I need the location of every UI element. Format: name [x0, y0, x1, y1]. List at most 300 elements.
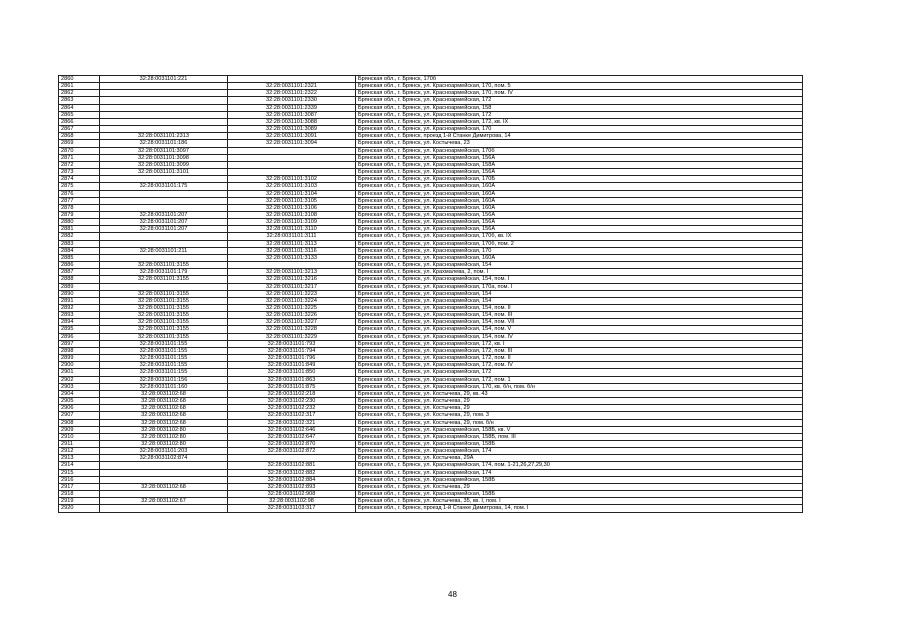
- address-cell: Брянская обл., г. Брянск, ул. Красноармейская, 160А: [356, 183, 803, 190]
- row-number-cell: 2865: [59, 111, 100, 118]
- row-number-cell: 2872: [59, 161, 100, 168]
- object-cadastral-number-cell: 32:28:0031101:3089: [228, 126, 356, 133]
- table-row: [59, 333, 803, 340]
- address-cell: Брянская обл., г. Брянск, ул. Красноармейская, 154: [356, 297, 803, 304]
- address-cell: Брянская обл., г. Брянск, ул. Красноармейская, 170: [356, 126, 803, 133]
- object-cadastral-number-cell: 32:28:0031101:3113: [228, 240, 356, 247]
- row-number-cell: 2870: [59, 147, 100, 154]
- row-number-cell: 2890: [59, 290, 100, 297]
- table-row: [59, 126, 803, 133]
- table-row: [59, 190, 803, 197]
- object-cadastral-number-cell: 32:28:0031102:321: [228, 419, 356, 426]
- object-cadastral-number-cell: 32:28:0031101:3224: [228, 297, 356, 304]
- object-cadastral-number-cell: 32:28:0031102:98: [228, 498, 356, 505]
- parcel-cadastral-number-cell: 32:28:0031101:155: [100, 340, 228, 347]
- object-cadastral-number-cell: [228, 161, 356, 168]
- address-cell: Брянская обл., г. Брянск, ул. Красноармейская, 172: [356, 369, 803, 376]
- table-row: [59, 254, 803, 261]
- table-row: [59, 240, 803, 247]
- table-row: [59, 161, 803, 168]
- row-number-cell: 2916: [59, 476, 100, 483]
- object-cadastral-number-cell: 32:28:0031102:872: [228, 448, 356, 455]
- object-cadastral-number-cell: 32:28:0031101:3116: [228, 247, 356, 254]
- object-cadastral-number-cell: 32:28:0031102:317: [228, 412, 356, 419]
- row-number-cell: 2869: [59, 140, 100, 147]
- table-row: [59, 140, 803, 147]
- object-cadastral-number-cell: 32:28:0031101:796: [228, 355, 356, 362]
- table-row: [59, 147, 803, 154]
- row-number-cell: 2897: [59, 340, 100, 347]
- row-number-cell: 2901: [59, 369, 100, 376]
- row-number-cell: 2906: [59, 405, 100, 412]
- address-cell: Брянская обл., г. Брянск, ул. Красноармейская, 154, пом. VII: [356, 319, 803, 326]
- page-number: 48: [448, 590, 457, 599]
- address-cell: Брянская обл., г. Брянск, ул. Красноармейская, 156А: [356, 154, 803, 161]
- row-number-cell: 2873: [59, 169, 100, 176]
- table-row: [59, 319, 803, 326]
- object-cadastral-number-cell: 32:28:0031101:875: [228, 383, 356, 390]
- address-cell: Брянская обл., г. Брянск, ул. Красноармейская, 154, пом. III: [356, 312, 803, 319]
- parcel-cadastral-number-cell: [100, 83, 228, 90]
- address-cell: Брянская обл., г. Брянск, ул. Красноармейская, 174: [356, 469, 803, 476]
- table-row: [59, 476, 803, 483]
- table-row: [59, 204, 803, 211]
- address-cell: Брянская обл., г. Брянск, ул. Костычева, 29, пом. 3: [356, 412, 803, 419]
- parcel-cadastral-number-cell: 32:28:0031101:160: [100, 383, 228, 390]
- object-cadastral-number-cell: 32:28:0031101:3226: [228, 312, 356, 319]
- table-row: [59, 104, 803, 111]
- table-row: [59, 455, 803, 462]
- parcel-cadastral-number-cell: 32:28:0031101:3155: [100, 262, 228, 269]
- object-cadastral-number-cell: 32:28:0031101:3229: [228, 333, 356, 340]
- object-cadastral-number-cell: 32:28:0031101:3105: [228, 197, 356, 204]
- address-cell: Брянская обл., г. Брянск, ул. Костычева, 29, кв. 43: [356, 390, 803, 397]
- address-cell: Брянская обл., г. Брянск, ул. Красноармейская, 172, пом. III: [356, 347, 803, 354]
- address-cell: Брянская обл., г. Брянск, ул. Красноармейская, 172, пом. II: [356, 355, 803, 362]
- table-row: [59, 118, 803, 125]
- address-cell: Брянская обл., г. Брянск, ул. Красноармейская, 158Б, кв. V: [356, 426, 803, 433]
- parcel-cadastral-number-cell: 32:28:0031101:3155: [100, 333, 228, 340]
- parcel-cadastral-number-cell: 32:28:0031102:68: [100, 405, 228, 412]
- address-cell: Брянская обл., г. Брянск, ул. Красноармейская, 170, пом. 5: [356, 83, 803, 90]
- object-cadastral-number-cell: 32:28:0031101:3103: [228, 183, 356, 190]
- row-number-cell: 2918: [59, 491, 100, 498]
- parcel-cadastral-number-cell: [100, 240, 228, 247]
- parcel-cadastral-number-cell: 32:28:0031101:3101: [100, 169, 228, 176]
- table-row: [59, 440, 803, 447]
- row-number-cell: 2899: [59, 355, 100, 362]
- object-cadastral-number-cell: [228, 262, 356, 269]
- table-row: [59, 133, 803, 140]
- address-cell: Брянская обл., г. Брянск, ул. Костычева, 29: [356, 398, 803, 405]
- row-number-cell: 2908: [59, 419, 100, 426]
- parcel-cadastral-number-cell: 32:28:0031101:203: [100, 448, 228, 455]
- parcel-cadastral-number-cell: 32:28:0031101:175: [100, 183, 228, 190]
- object-cadastral-number-cell: 32:28:0031101:3104: [228, 190, 356, 197]
- table-row: [59, 290, 803, 297]
- address-cell: Брянская обл., г. Брянск, ул. Крахмалева, 2, пом. I: [356, 269, 803, 276]
- table-row: [59, 369, 803, 376]
- object-cadastral-number-cell: 32:28:0031101:3225: [228, 305, 356, 312]
- parcel-cadastral-number-cell: 32:28:0031102:67: [100, 498, 228, 505]
- row-number-cell: 2880: [59, 219, 100, 226]
- address-cell: Брянская обл., г. Брянск, ул. Красноармейская, 160А: [356, 190, 803, 197]
- address-cell: Брянская обл., г. Брянск, ул. Красноармейская, 158: [356, 104, 803, 111]
- row-number-cell: 2884: [59, 247, 100, 254]
- address-cell: Брянская обл., г. Брянск, ул. Красноармейская, 172, пом. IV: [356, 362, 803, 369]
- parcel-cadastral-number-cell: [100, 469, 228, 476]
- row-number-cell: 2879: [59, 211, 100, 218]
- address-cell: Брянская обл., г. Брянск, проезд 1-й Станке Димитрова, 14, пом. I: [356, 505, 803, 512]
- row-number-cell: 2867: [59, 126, 100, 133]
- table-row: [59, 226, 803, 233]
- row-number-cell: 2866: [59, 118, 100, 125]
- table-row: [59, 412, 803, 419]
- object-cadastral-number-cell: [228, 455, 356, 462]
- table-row: [59, 90, 803, 97]
- row-number-cell: 2905: [59, 398, 100, 405]
- address-cell: Брянская обл., г. Брянск, ул. Костычева, 23: [356, 140, 803, 147]
- table-row: [59, 491, 803, 498]
- row-number-cell: 2894: [59, 319, 100, 326]
- table-row: [59, 376, 803, 383]
- parcel-cadastral-number-cell: [100, 283, 228, 290]
- parcel-cadastral-number-cell: 32:28:0031101:3155: [100, 305, 228, 312]
- table-row: [59, 247, 803, 254]
- address-cell: Брянская обл., г. Брянск, проезд 1-й Станке Димитрова, 14: [356, 133, 803, 140]
- parcel-cadastral-number-cell: 32:28:0031101:207: [100, 211, 228, 218]
- address-cell: Брянская обл., г. Брянск, ул. Красноармейская, 170Б: [356, 176, 803, 183]
- object-cadastral-number-cell: 32:28:0031101:3133: [228, 254, 356, 261]
- table-row: [59, 505, 803, 512]
- address-cell: Брянская обл., г. Брянск, ул. Красноармейская, 170б: [356, 147, 803, 154]
- parcel-cadastral-number-cell: 32:28:0031101:3155: [100, 319, 228, 326]
- address-cell: Брянская обл., г. Брянск, ул. Красноармейская, 154: [356, 262, 803, 269]
- address-cell: Брянская обл., г. Брянск, ул. Красноармейская, 172, кв. IX: [356, 118, 803, 125]
- address-cell: Брянская обл., г. Брянск, 170б: [356, 76, 803, 83]
- address-cell: Брянская обл., г. Брянск, ул. Красноармейская, 160А: [356, 197, 803, 204]
- table-row: [59, 83, 803, 90]
- row-number-cell: 2903: [59, 383, 100, 390]
- table-row: [59, 347, 803, 354]
- row-number-cell: 2886: [59, 262, 100, 269]
- row-number-cell: 2909: [59, 426, 100, 433]
- parcel-cadastral-number-cell: [100, 505, 228, 512]
- table-row: [59, 498, 803, 505]
- object-cadastral-number-cell: 32:28:0031102:884: [228, 476, 356, 483]
- object-cadastral-number-cell: 32:28:0031101:3087: [228, 111, 356, 118]
- parcel-cadastral-number-cell: 32:28:0031101:211: [100, 247, 228, 254]
- row-number-cell: 2860: [59, 76, 100, 83]
- parcel-cadastral-number-cell: [100, 190, 228, 197]
- parcel-cadastral-number-cell: 32:28:0031101:155: [100, 347, 228, 354]
- row-number-cell: 2895: [59, 326, 100, 333]
- address-cell: Брянская обл., г. Брянск, ул. Красноармейская, 170, пом. IV: [356, 90, 803, 97]
- parcel-cadastral-number-cell: 32:28:0031101:155: [100, 362, 228, 369]
- row-number-cell: 2876: [59, 190, 100, 197]
- parcel-cadastral-number-cell: [100, 197, 228, 204]
- address-cell: Брянская обл., г. Брянск, ул. Костычева, 29, пом. б/н: [356, 419, 803, 426]
- table-row: [59, 183, 803, 190]
- row-number-cell: 2904: [59, 390, 100, 397]
- row-number-cell: 2907: [59, 412, 100, 419]
- table-row: [59, 448, 803, 455]
- object-cadastral-number-cell: 32:28:0031101:3216: [228, 276, 356, 283]
- row-number-cell: 2893: [59, 312, 100, 319]
- row-number-cell: 2868: [59, 133, 100, 140]
- row-number-cell: 2889: [59, 283, 100, 290]
- parcel-cadastral-number-cell: 32:28:0031101:207: [100, 226, 228, 233]
- table-row: [59, 398, 803, 405]
- parcel-cadastral-number-cell: 32:28:0031102:68: [100, 419, 228, 426]
- object-cadastral-number-cell: 32:28:0031102:230: [228, 398, 356, 405]
- row-number-cell: 2914: [59, 462, 100, 469]
- object-cadastral-number-cell: 32:28:0031101:3223: [228, 290, 356, 297]
- table-row: [59, 312, 803, 319]
- address-cell: Брянская обл., г. Брянск, ул. Красноармейская, 172, пом. 1: [356, 376, 803, 383]
- table-row: [59, 426, 803, 433]
- parcel-cadastral-number-cell: 32:28:0031101:186: [100, 140, 228, 147]
- address-cell: Брянская обл., г. Брянск, ул. Красноармейская, 158Б: [356, 476, 803, 483]
- parcel-cadastral-number-cell: 32:28:0031102:68: [100, 483, 228, 490]
- table-row: [59, 390, 803, 397]
- address-cell: Брянская обл., г. Брянск, ул. Красноармейская, 154, пом. V: [356, 326, 803, 333]
- address-cell: Брянская обл., г. Брянск, ул. Красноармейская, 170: [356, 247, 803, 254]
- parcel-cadastral-number-cell: 32:28:0031101:3155: [100, 297, 228, 304]
- parcel-cadastral-number-cell: 32:28:0031102:874: [100, 455, 228, 462]
- address-cell: Брянская обл., г. Брянск, ул. Красноармейская, 174: [356, 448, 803, 455]
- table-row: [59, 419, 803, 426]
- parcel-cadastral-number-cell: 32:28:0031101:3155: [100, 312, 228, 319]
- table-row: [59, 483, 803, 490]
- parcel-cadastral-number-cell: 32:28:0031101:179: [100, 269, 228, 276]
- row-number-cell: 2891: [59, 297, 100, 304]
- row-number-cell: 2920: [59, 505, 100, 512]
- row-number-cell: 2864: [59, 104, 100, 111]
- row-number-cell: 2898: [59, 347, 100, 354]
- object-cadastral-number-cell: 32:28:0031102:882: [228, 469, 356, 476]
- object-cadastral-number-cell: 32:28:0031101:2339: [228, 104, 356, 111]
- address-cell: Брянская обл., г. Брянск, ул. Красноармейская, 160А: [356, 254, 803, 261]
- parcel-cadastral-number-cell: [100, 476, 228, 483]
- address-cell: Брянская обл., г. Брянск, ул. Красноармейская, 156А: [356, 169, 803, 176]
- parcel-cadastral-number-cell: [100, 204, 228, 211]
- parcel-cadastral-number-cell: 32:28:0031101:221: [100, 76, 228, 83]
- parcel-cadastral-number-cell: 32:28:0031101:207: [100, 219, 228, 226]
- object-cadastral-number-cell: 32:28:0031101:2322: [228, 90, 356, 97]
- table-row: [59, 154, 803, 161]
- address-cell: Брянская обл., г. Брянск, ул. Красноармейская, 158Б: [356, 440, 803, 447]
- parcel-cadastral-number-cell: 32:28:0031101:3098: [100, 154, 228, 161]
- object-cadastral-number-cell: 32:28:0031101:3227: [228, 319, 356, 326]
- table-row: [59, 269, 803, 276]
- address-cell: Брянская обл., г. Брянск, ул. Красноармейская, 156А: [356, 226, 803, 233]
- row-number-cell: 2913: [59, 455, 100, 462]
- row-number-cell: 2882: [59, 233, 100, 240]
- parcel-cadastral-number-cell: [100, 111, 228, 118]
- parcel-cadastral-number-cell: [100, 233, 228, 240]
- parcel-cadastral-number-cell: [100, 90, 228, 97]
- row-number-cell: 2883: [59, 240, 100, 247]
- table-row: [59, 405, 803, 412]
- row-number-cell: 2878: [59, 204, 100, 211]
- object-cadastral-number-cell: 32:28:0031101:863: [228, 376, 356, 383]
- address-cell: Брянская обл., г. Брянск, ул. Костычева, 29: [356, 405, 803, 412]
- address-cell: Брянская обл., г. Брянск, ул. Красноармейская, 170б, пом. 2: [356, 240, 803, 247]
- object-cadastral-number-cell: 32:28:0031102:218: [228, 390, 356, 397]
- address-cell: Брянская обл., г. Брянск, ул. Красноармейская, 158Б, пом. III: [356, 433, 803, 440]
- row-number-cell: 2885: [59, 254, 100, 261]
- object-cadastral-number-cell: [228, 169, 356, 176]
- object-cadastral-number-cell: 32:28:0031101:794: [228, 347, 356, 354]
- object-cadastral-number-cell: 32:28:0031101:2330: [228, 97, 356, 104]
- table-row: [59, 383, 803, 390]
- row-number-cell: 2910: [59, 433, 100, 440]
- parcel-cadastral-number-cell: [100, 118, 228, 125]
- table-row: [59, 305, 803, 312]
- address-cell: Брянская обл., г. Брянск, ул. Красноармейская, 154, пом. IV: [356, 333, 803, 340]
- parcel-cadastral-number-cell: [100, 126, 228, 133]
- row-number-cell: 2900: [59, 362, 100, 369]
- table-row: [59, 76, 803, 83]
- table-row: [59, 97, 803, 104]
- parcel-cadastral-number-cell: 32:28:0031101:3155: [100, 326, 228, 333]
- table-row: [59, 469, 803, 476]
- address-cell: Брянская обл., г. Брянск, ул. Красноармейская, 158А: [356, 161, 803, 168]
- object-cadastral-number-cell: 32:28:0031101:3106: [228, 204, 356, 211]
- row-number-cell: 2888: [59, 276, 100, 283]
- object-cadastral-number-cell: 32:28:0031102:893: [228, 483, 356, 490]
- object-cadastral-number-cell: 32:28:0031101:3228: [228, 326, 356, 333]
- table-row: [59, 276, 803, 283]
- object-cadastral-number-cell: [228, 147, 356, 154]
- parcel-cadastral-number-cell: [100, 176, 228, 183]
- object-cadastral-number-cell: 32:28:0031101:3109: [228, 219, 356, 226]
- parcel-cadastral-number-cell: 32:28:0031101:2313: [100, 133, 228, 140]
- address-cell: Брянская обл., г. Брянск, ул. Красноармейская, 170, кв. б/н, пом. б/н: [356, 383, 803, 390]
- object-cadastral-number-cell: 32:28:0031102:908: [228, 491, 356, 498]
- register-table-container: [58, 75, 803, 513]
- row-number-cell: 2896: [59, 333, 100, 340]
- row-number-cell: 2874: [59, 176, 100, 183]
- parcel-cadastral-number-cell: 32:28:0031102:80: [100, 426, 228, 433]
- address-cell: Брянская обл., г. Брянск, ул. Красноармейская, 160А: [356, 204, 803, 211]
- parcel-cadastral-number-cell: [100, 491, 228, 498]
- table-row: [59, 326, 803, 333]
- object-cadastral-number-cell: 32:28:0031101:849: [228, 362, 356, 369]
- object-cadastral-number-cell: 32:28:0031101:3102: [228, 176, 356, 183]
- parcel-cadastral-number-cell: [100, 97, 228, 104]
- parcel-cadastral-number-cell: [100, 462, 228, 469]
- parcel-cadastral-number-cell: 32:28:0031102:68: [100, 398, 228, 405]
- row-number-cell: 2875: [59, 183, 100, 190]
- address-cell: Брянская обл., г. Брянск, ул. Красноармейская, 156А: [356, 219, 803, 226]
- table-row: [59, 219, 803, 226]
- parcel-cadastral-number-cell: 32:28:0031102:80: [100, 440, 228, 447]
- parcel-cadastral-number-cell: [100, 254, 228, 261]
- object-cadastral-number-cell: 32:28:0031101:3213: [228, 269, 356, 276]
- cadastral-register-table: [58, 75, 803, 513]
- row-number-cell: 2915: [59, 469, 100, 476]
- table-row: [59, 176, 803, 183]
- row-number-cell: 2871: [59, 154, 100, 161]
- address-cell: Брянская обл., г. Брянск, ул. Красноармейская, 154, пом. II: [356, 305, 803, 312]
- table-row: [59, 211, 803, 218]
- object-cadastral-number-cell: 32:28:0031102:881: [228, 462, 356, 469]
- object-cadastral-number-cell: 32:28:0031101:3111: [228, 233, 356, 240]
- row-number-cell: 2877: [59, 197, 100, 204]
- row-number-cell: 2887: [59, 269, 100, 276]
- parcel-cadastral-number-cell: 32:28:0031101:156: [100, 376, 228, 383]
- object-cadastral-number-cell: 32:28:0031101:3094: [228, 140, 356, 147]
- parcel-cadastral-number-cell: 32:28:0031102:68: [100, 390, 228, 397]
- address-cell: Брянская обл., г. Брянск, ул. Красноармейская, 172: [356, 97, 803, 104]
- table-row: [59, 233, 803, 240]
- row-number-cell: 2917: [59, 483, 100, 490]
- parcel-cadastral-number-cell: 32:28:0031101:155: [100, 369, 228, 376]
- row-number-cell: 2861: [59, 83, 100, 90]
- object-cadastral-number-cell: 32:28:0031101:3108: [228, 211, 356, 218]
- parcel-cadastral-number-cell: 32:28:0031101:155: [100, 355, 228, 362]
- table-row: [59, 433, 803, 440]
- object-cadastral-number-cell: 32:28:0031101:793: [228, 340, 356, 347]
- table-row: [59, 169, 803, 176]
- address-cell: Брянская обл., г. Брянск, ул. Костычева, 29А: [356, 455, 803, 462]
- row-number-cell: 2919: [59, 498, 100, 505]
- object-cadastral-number-cell: 32:28:0031103:317: [228, 505, 356, 512]
- address-cell: Брянская обл., г. Брянск, ул. Красноармейская, 154, пом. I: [356, 276, 803, 283]
- parcel-cadastral-number-cell: 32:28:0031102:80: [100, 433, 228, 440]
- row-number-cell: 2862: [59, 90, 100, 97]
- parcel-cadastral-number-cell: 32:28:0031101:3099: [100, 161, 228, 168]
- address-cell: Брянская обл., г. Брянск, ул. Костычева, 35, кв. I, пом. I: [356, 498, 803, 505]
- object-cadastral-number-cell: 32:28:0031101:3088: [228, 118, 356, 125]
- table-row: [59, 462, 803, 469]
- row-number-cell: 2881: [59, 226, 100, 233]
- object-cadastral-number-cell: 32:28:0031101:3217: [228, 283, 356, 290]
- object-cadastral-number-cell: [228, 154, 356, 161]
- address-cell: Брянская обл., г. Брянск, ул. Красноармейская, 154: [356, 290, 803, 297]
- parcel-cadastral-number-cell: 32:28:0031101:3155: [100, 290, 228, 297]
- parcel-cadastral-number-cell: 32:28:0031101:3097: [100, 147, 228, 154]
- address-cell: Брянская обл., г. Брянск, ул. Костычева, 29: [356, 483, 803, 490]
- row-number-cell: 2912: [59, 448, 100, 455]
- table-row: [59, 297, 803, 304]
- table-row: [59, 355, 803, 362]
- register-table-body: [59, 76, 803, 513]
- object-cadastral-number-cell: 32:28:0031101:3110: [228, 226, 356, 233]
- address-cell: Брянская обл., г. Брянск, ул. Красноармейская, 174, пом. 1-21,26,27,29,30: [356, 462, 803, 469]
- table-row: [59, 197, 803, 204]
- address-cell: Брянская обл., г. Брянск, ул. Красноармейская, 170б, кв. IX: [356, 233, 803, 240]
- parcel-cadastral-number-cell: 32:28:0031101:3155: [100, 276, 228, 283]
- object-cadastral-number-cell: [228, 76, 356, 83]
- parcel-cadastral-number-cell: [100, 104, 228, 111]
- object-cadastral-number-cell: 32:28:0031102:647: [228, 433, 356, 440]
- table-row: [59, 283, 803, 290]
- address-cell: Брянская обл., г. Брянск, ул. Красноармейская, 172, кв. I: [356, 340, 803, 347]
- address-cell: Брянская обл., г. Брянск, ул. Красноармейская, 156А: [356, 211, 803, 218]
- row-number-cell: 2892: [59, 305, 100, 312]
- row-number-cell: 2911: [59, 440, 100, 447]
- object-cadastral-number-cell: 32:28:0031102:646: [228, 426, 356, 433]
- table-row: [59, 340, 803, 347]
- table-row: [59, 362, 803, 369]
- row-number-cell: 2863: [59, 97, 100, 104]
- object-cadastral-number-cell: 32:28:0031102:870: [228, 440, 356, 447]
- address-cell: Брянская обл., г. Брянск, ул. Красноармейская, 158Б: [356, 491, 803, 498]
- object-cadastral-number-cell: 32:28:0031102:232: [228, 405, 356, 412]
